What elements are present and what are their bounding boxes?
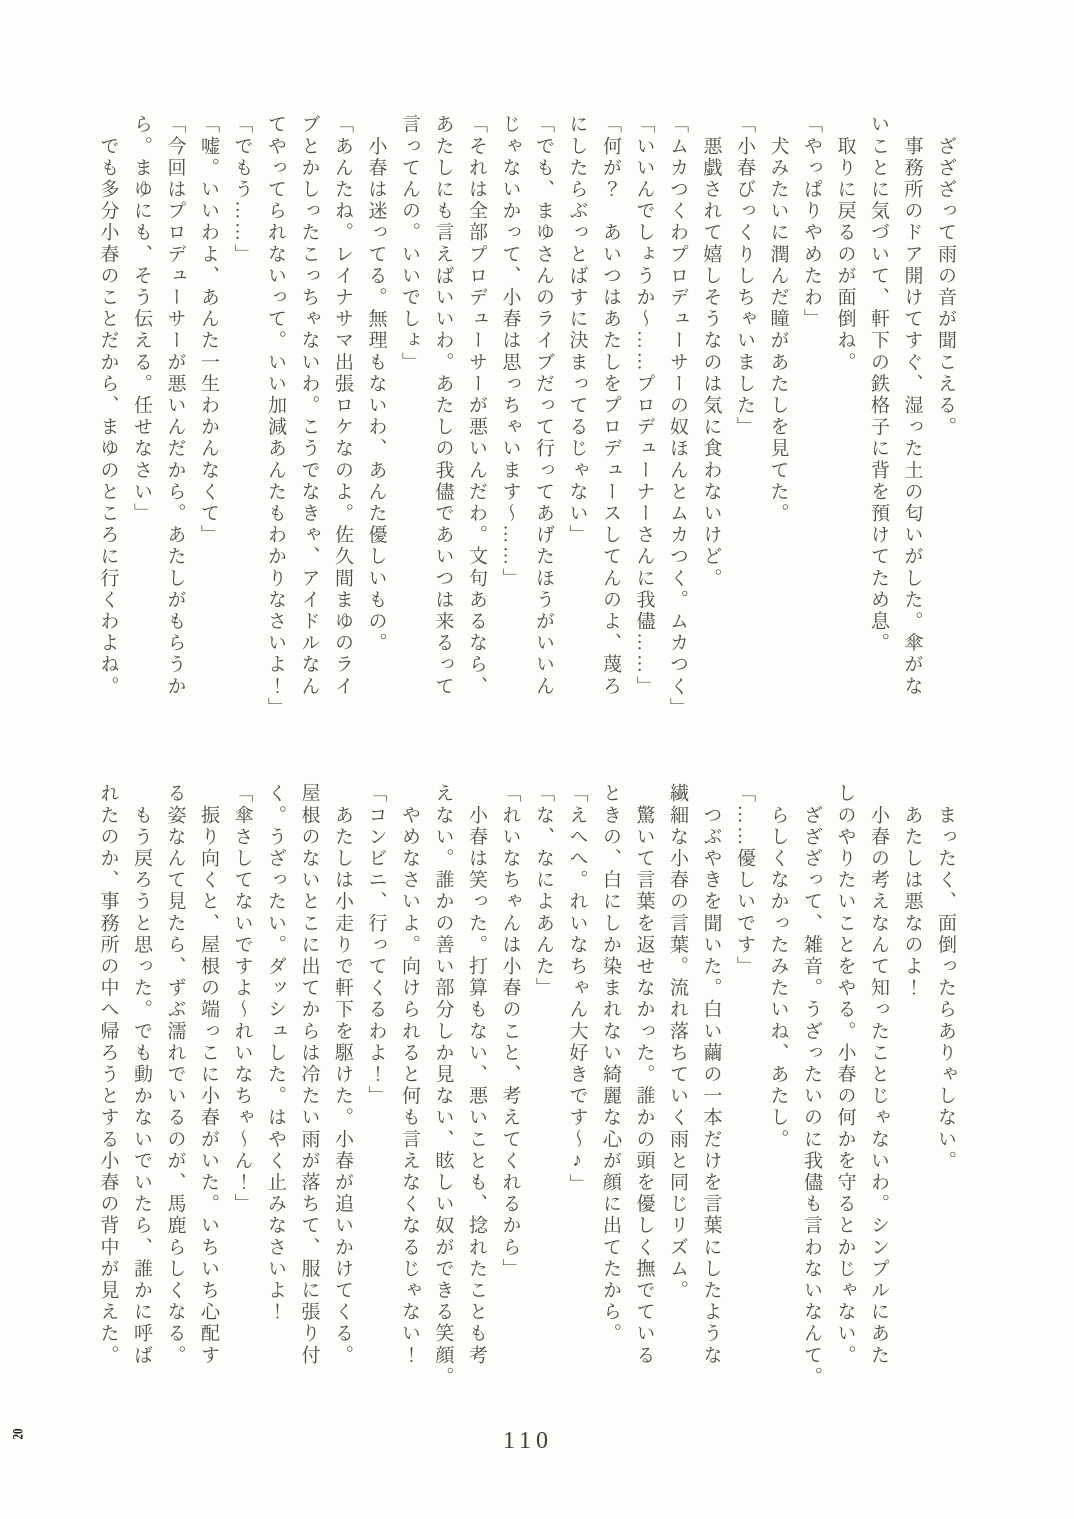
text-column: じゃないかって、小春は思っちゃいます〜……」 <box>499 114 521 590</box>
text-column: 取りに戻るのが面倒ね。 <box>834 114 856 374</box>
text-column: 繊細な小春の言葉。流れ落ちていく雨と同じリズム。 <box>667 783 688 1302</box>
text-column: く。うざったい。ダッシュした。はやく止みなさいよ！ <box>265 783 286 1323</box>
text-column: 「れいなちゃんは小春のこと、考えてくれるから」 <box>499 783 521 1280</box>
text-column: 「小春びっくりしちゃいました」 <box>734 114 755 438</box>
text-column: ざざざって雨の音が聞こえる。 <box>935 114 956 438</box>
text-column: 屋根のないとこに出てからは冷たい雨が落ちて、服に張り付 <box>298 783 320 1367</box>
text-column: 犬みたいに潤んだ瞳があたしを見てた。 <box>767 114 789 525</box>
text-column: 「な、なによあんた」 <box>533 783 554 999</box>
text-column: ら。まゆにも、そう伝える。任せなさい」 <box>131 114 152 525</box>
text-column: やめなさいよ。向けられると何も言えなくなるじゃない！ <box>399 783 420 1367</box>
text-column: 事務所のドア開けてすぐ、湿った土の匂いがした。傘がな <box>901 114 923 698</box>
text-column: 言ってんの。いいでしょ」 <box>399 114 420 374</box>
text-column: もう戻ろうと思った。でも動かないでいたら、誰かに呼ば <box>131 783 152 1367</box>
text-column: らしくなかったみたいね、あたし。 <box>767 783 789 1151</box>
text-column: ブとかしったこっちゃないわ。こうでなきゃ、アイドルなん <box>298 114 320 698</box>
text-block-bottom <box>91 783 962 1445</box>
text-column: 「嘘。いいわよ、あんた一生わかんなくて」 <box>198 114 219 546</box>
text-column: れたのか、事務所の中へ帰ろうとする小春の背中が見えた。 <box>97 783 119 1367</box>
text-column: 「でも、まゆさんのライブだって行ってあげたほうがいいん <box>533 114 554 698</box>
text-column: えない。誰かの善い部分しか見ない、眩しい奴ができる笑顔。 <box>432 783 454 1388</box>
text-column: 振り向くと、屋根の端っこに小春がいた。いちいち心配す <box>198 783 219 1367</box>
text-column: あたしにも言えばいいわ。あたしの我儘であいつは来るって <box>432 114 454 698</box>
text-column: しのやりたいことをやる。小春の何かを守るとかじゃない。 <box>834 783 856 1367</box>
text-column: てやってられないって。いい加減あんたもわかりなさいよ！」 <box>265 114 286 719</box>
text-column: 「それは全部プロデューサーが悪いんだわ。文句あるなら、 <box>466 114 487 698</box>
text-column: 「でもう……」 <box>231 114 253 266</box>
text-column: 「ムカつくわプロデューサーの奴ほんとムカつく。ムカつく」 <box>667 114 688 719</box>
text-column: 「いいんでしょうか〜……プロデューナーさんに我儘……」 <box>633 114 655 698</box>
text-column: 「あんたね。レイナサマ出張ロケなのよ。佐久間まゆのライ <box>332 114 353 698</box>
text-column: 驚いて言葉を返せなかった。誰かの頭を優しく撫でている <box>633 783 655 1367</box>
text-block-top <box>91 114 962 766</box>
printer-edge-mark: 20 <box>8 1428 27 1440</box>
text-column: ときの、白にしか染まれない綺麗な心が顔に出てたから。 <box>600 783 621 1345</box>
text-column: まったく、面倒ったらありゃしない。 <box>935 783 956 1172</box>
text-column: 「今回はプロデューサーが悪いんだから。あたしがもらうか <box>164 114 186 698</box>
text-column: ざざざって、雑音。うざったいのに我儘も言わないなんて。 <box>801 783 822 1388</box>
page-number: 110 <box>502 1428 554 1454</box>
text-column: いことに気づいて、軒下の鉄格子に背を預けてため息。 <box>868 114 889 654</box>
text-column: 「コンビニ、行ってくるわよ！」 <box>365 783 387 1107</box>
text-column: 「やっぱりやめたわ」 <box>801 114 822 330</box>
text-column: 「……優しいです」 <box>734 783 755 978</box>
text-column: あたしは小走りで軒下を駆けた。小春が追いかけてくる。 <box>332 783 353 1367</box>
text-column: あたしは悪なのよ！ <box>901 783 923 999</box>
text-column: 小春は笑った。打算もない、悪いことも、捻れたことも考 <box>466 783 487 1367</box>
text-column: 小春の考えなんて知ったことじゃないわ。シンプルにあた <box>868 783 889 1367</box>
text-column: る姿なんて見たら、ずぶ濡れでいるのが、馬鹿らしくなる。 <box>164 783 186 1367</box>
text-column: 「何が？ あいつはあたしをプロデュースしてんのよ、蔑ろ <box>600 114 621 698</box>
text-column: にしたらぶっとばすに決まってるじゃない」 <box>566 114 588 546</box>
text-column: 悪戯されて嬉しそうなのは気に食わないけど。 <box>700 114 722 590</box>
text-column: 小春は迷ってる。無理もないわ、あんた優しいもの。 <box>365 114 387 654</box>
text-column: つぶやきを聞いた。白い繭の一本だけを言葉にしたような <box>700 783 722 1367</box>
text-column: 「えへへ。れいなちゃん大好きです〜♪」 <box>566 783 588 1196</box>
text-column: 「傘さしてないですよ〜れいなちゃ〜ん！」 <box>231 783 253 1215</box>
text-column: でも多分小春のことだから、まゆのところに行くわよね。 <box>97 114 119 698</box>
